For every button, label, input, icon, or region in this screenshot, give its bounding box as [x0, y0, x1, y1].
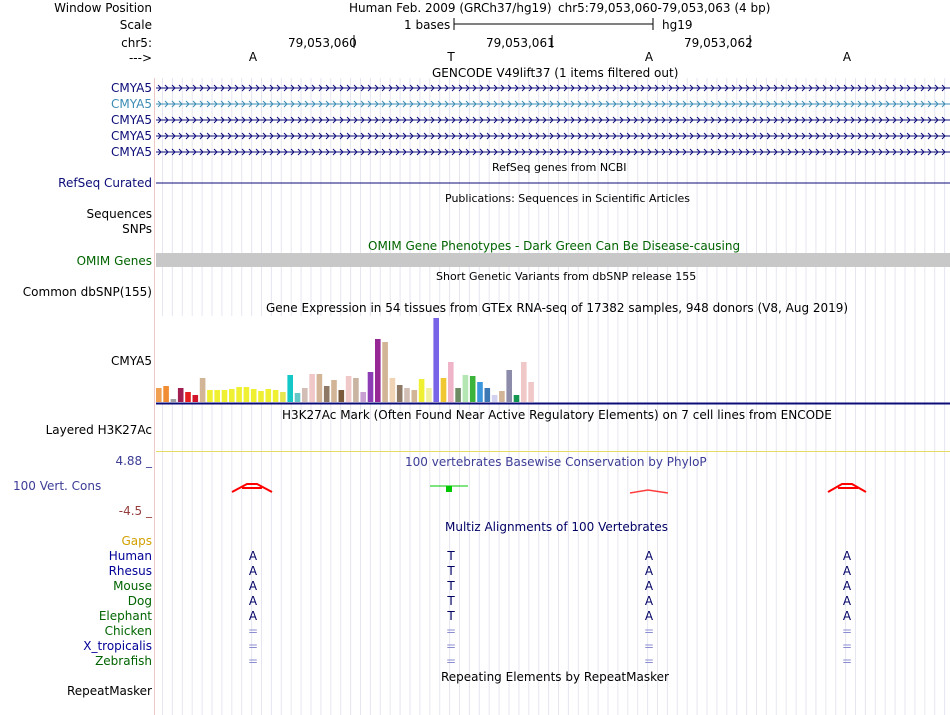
base-letter: T	[447, 50, 455, 64]
chr-label: chr5:	[121, 36, 152, 50]
gtex-tissue-bar	[171, 399, 177, 402]
alignment-base: T	[447, 609, 455, 623]
gtex-tissue-bar	[390, 378, 396, 402]
species-label[interactable]: Dog	[127, 594, 152, 608]
gtex-tissue-bar	[404, 388, 410, 402]
species-label[interactable]: Elephant	[98, 609, 152, 623]
repeatmasker-label[interactable]: RepeatMasker	[66, 684, 152, 698]
alignment-base: =	[445, 654, 457, 668]
position-text[interactable]: chr5:79,053,060-79,053,063 (4 bp)	[558, 1, 771, 15]
gtex-tissue-bar	[266, 389, 272, 402]
species-label[interactable]: Zebrafish	[95, 654, 152, 668]
gtex-tissue-bar	[178, 388, 184, 402]
alignment-base: =	[247, 624, 259, 638]
gtex-tissue-bar	[448, 362, 454, 402]
alignment-base: A	[842, 564, 852, 578]
gencode-item-label[interactable]: CMYA5	[111, 97, 152, 111]
base-letter: A	[842, 50, 852, 64]
gtex-tissue-bar	[492, 395, 498, 402]
gtex-tissue-bar	[317, 374, 323, 402]
gtex-tissue-bar	[163, 386, 169, 402]
species-label[interactable]: Chicken	[104, 624, 152, 638]
gtex-bar-chart[interactable]	[156, 316, 950, 406]
species-label[interactable]: Rhesus	[108, 564, 152, 578]
gtex-tissue-bar	[156, 388, 162, 402]
gtex-tissue-bar	[382, 342, 388, 402]
conservation-title: 100 vertebrates Basewise Conservation by PhyloP	[405, 455, 707, 469]
omim-gene-bar[interactable]	[156, 253, 950, 267]
gtex-tissue-bar	[375, 339, 381, 402]
alignment-base: A	[644, 609, 654, 623]
gtex-tissue-bar	[397, 385, 403, 402]
gtex-tissue-bar	[244, 387, 250, 402]
species-label[interactable]: Human	[108, 549, 152, 563]
gtex-tissue-bar	[214, 390, 220, 402]
gtex-tissue-bar	[236, 387, 242, 402]
alignment-base: T	[447, 549, 455, 563]
alignment-base: =	[643, 654, 655, 668]
gtex-tissue-bar	[360, 392, 366, 402]
gtex-tissue-bar	[528, 382, 534, 402]
alignment-base: =	[247, 639, 259, 653]
alignment-base: T	[447, 594, 455, 608]
alignment-base: A	[842, 549, 852, 563]
alignment-base: T	[447, 564, 455, 578]
alignment-base: =	[445, 639, 457, 653]
gtex-tissue-bar	[455, 388, 461, 402]
gtex-tissue-bar	[419, 379, 425, 402]
species-label[interactable]: Mouse	[113, 579, 152, 593]
gtex-tissue-bar	[207, 390, 213, 402]
snps-label[interactable]: SNPs	[122, 222, 152, 236]
gtex-tissue-bar	[302, 388, 308, 402]
gtex-tissue-bar	[222, 390, 228, 402]
gtex-tissue-bar	[470, 376, 476, 402]
gtex-tissue-bar	[309, 374, 315, 402]
scale-text: 1 bases	[404, 18, 451, 32]
dbsnp-label[interactable]: Common dbSNP(155)	[22, 285, 152, 299]
conservation-signal[interactable]	[156, 475, 950, 505]
h3k27ac-title: H3K27Ac Mark (Often Found Near Active Regulatory Elements) on 7 cell lines from ENCODE	[282, 408, 832, 422]
window-position-label: Window Position	[54, 1, 152, 15]
gtex-tissue-bar	[499, 391, 505, 402]
gaps-label[interactable]: Gaps	[121, 534, 152, 548]
gencode-transcripts[interactable]	[156, 80, 950, 160]
dbsnp-title: Short Genetic Variants from dbSNP release 155	[436, 270, 697, 283]
db-text: hg19	[662, 18, 693, 32]
gtex-tissue-bar	[521, 362, 527, 402]
conservation-max-label: 4.88 _	[115, 454, 152, 468]
ruler-tick-label: 79,053,061	[486, 36, 555, 50]
alignment-base: A	[248, 549, 258, 563]
alignment-base: =	[841, 654, 853, 668]
alignment-base: =	[445, 624, 457, 638]
gtex-tissue-bar	[426, 388, 432, 402]
strand-label: --->	[128, 51, 152, 65]
refseq-gene-line[interactable]	[156, 176, 950, 190]
gtex-tissue-bar	[441, 378, 447, 402]
h3k27ac-signal-line	[156, 451, 950, 452]
gtex-tissue-bar	[463, 375, 469, 402]
alignment-base: A	[644, 549, 654, 563]
gtex-tissue-bar	[200, 378, 206, 402]
scale-bar	[450, 16, 660, 32]
alignment-base: A	[842, 609, 852, 623]
alignment-base: A	[644, 594, 654, 608]
ruler-ticks	[340, 34, 760, 50]
ruler-tick-label: 79,053,060	[288, 36, 357, 50]
alignment-base: =	[841, 639, 853, 653]
publications-title: Publications: Sequences in Scientific Articles	[445, 192, 690, 205]
alignment-base: A	[842, 579, 852, 593]
alignment-base: A	[644, 564, 654, 578]
alignment-base: =	[643, 624, 655, 638]
multiz-title: Multiz Alignments of 100 Vertebrates	[445, 520, 669, 534]
assembly-text: Human Feb. 2009 (GRCh37/hg19)	[349, 1, 552, 15]
gtex-tissue-bar	[229, 389, 235, 402]
gtex-tissue-bar	[324, 386, 330, 402]
gtex-tissue-bar	[193, 395, 199, 402]
gtex-tissue-bar	[280, 392, 286, 402]
sequences-label[interactable]: Sequences	[86, 207, 152, 221]
gtex-tissue-bar	[251, 389, 257, 402]
gtex-tissue-bar	[433, 318, 439, 402]
gtex-tissue-bar	[258, 391, 264, 402]
alignment-base: A	[644, 579, 654, 593]
alignment-base: =	[247, 654, 259, 668]
base-letter: A	[644, 50, 654, 64]
omim-label[interactable]: OMIM Genes	[76, 254, 152, 268]
alignment-base: T	[447, 579, 455, 593]
species-label[interactable]: X_tropicalis	[83, 639, 152, 653]
gtex-tissue-bar	[339, 390, 345, 402]
gtex-tissue-bar	[485, 388, 491, 402]
conservation-label[interactable]: 100 Vert. Cons	[13, 479, 102, 493]
alignment-base: A	[248, 609, 258, 623]
alignment-base: =	[643, 639, 655, 653]
gencode-item-label[interactable]: CMYA5	[111, 145, 152, 159]
gtex-tissue-bar	[477, 382, 483, 402]
gencode-title: GENCODE V49lift37 (1 items filtered out)	[432, 66, 679, 80]
alignment-base: A	[842, 594, 852, 608]
gtex-tissue-bar	[368, 372, 374, 402]
gtex-tissue-bar	[346, 376, 352, 402]
refseq-title: RefSeq genes from NCBI	[492, 161, 627, 174]
repeatmasker-title: Repeating Elements by RepeatMasker	[441, 670, 669, 684]
gtex-tissue-bar	[185, 392, 191, 402]
gtex-tissue-bar	[287, 375, 293, 402]
refseq-label[interactable]: RefSeq Curated	[58, 176, 152, 190]
alignment-base: A	[248, 594, 258, 608]
alignment-base: A	[248, 579, 258, 593]
gtex-tissue-bar	[412, 390, 418, 402]
gencode-item-label[interactable]: CMYA5	[111, 129, 152, 143]
ruler-tick-label: 79,053,062	[684, 36, 753, 50]
gtex-label[interactable]: CMYA5	[111, 354, 152, 368]
gtex-tissue-bar	[506, 370, 512, 402]
gencode-item-label[interactable]: CMYA5	[111, 113, 152, 127]
gencode-item-label[interactable]: CMYA5	[111, 81, 152, 95]
conservation-min-label: -4.5 _	[118, 504, 152, 518]
alignment-base: A	[248, 564, 258, 578]
scale-label: Scale	[119, 18, 152, 32]
h3k27ac-label[interactable]: Layered H3K27Ac	[45, 423, 152, 437]
gtex-tissue-bar	[295, 393, 301, 402]
base-letter: A	[248, 50, 258, 64]
alignment-base: =	[841, 624, 853, 638]
gtex-tissue-bar	[331, 380, 337, 402]
gtex-tissue-bar	[273, 390, 279, 402]
gtex-title: Gene Expression in 54 tissues from GTEx RNA-seq of 17382 samples, 948 donors (V8, Aug 2019)	[266, 301, 849, 315]
gtex-tissue-bar	[514, 395, 520, 402]
omim-title: OMIM Gene Phenotypes - Dark Green Can Be Disease-causing	[368, 239, 741, 253]
gtex-tissue-bar	[353, 378, 359, 402]
